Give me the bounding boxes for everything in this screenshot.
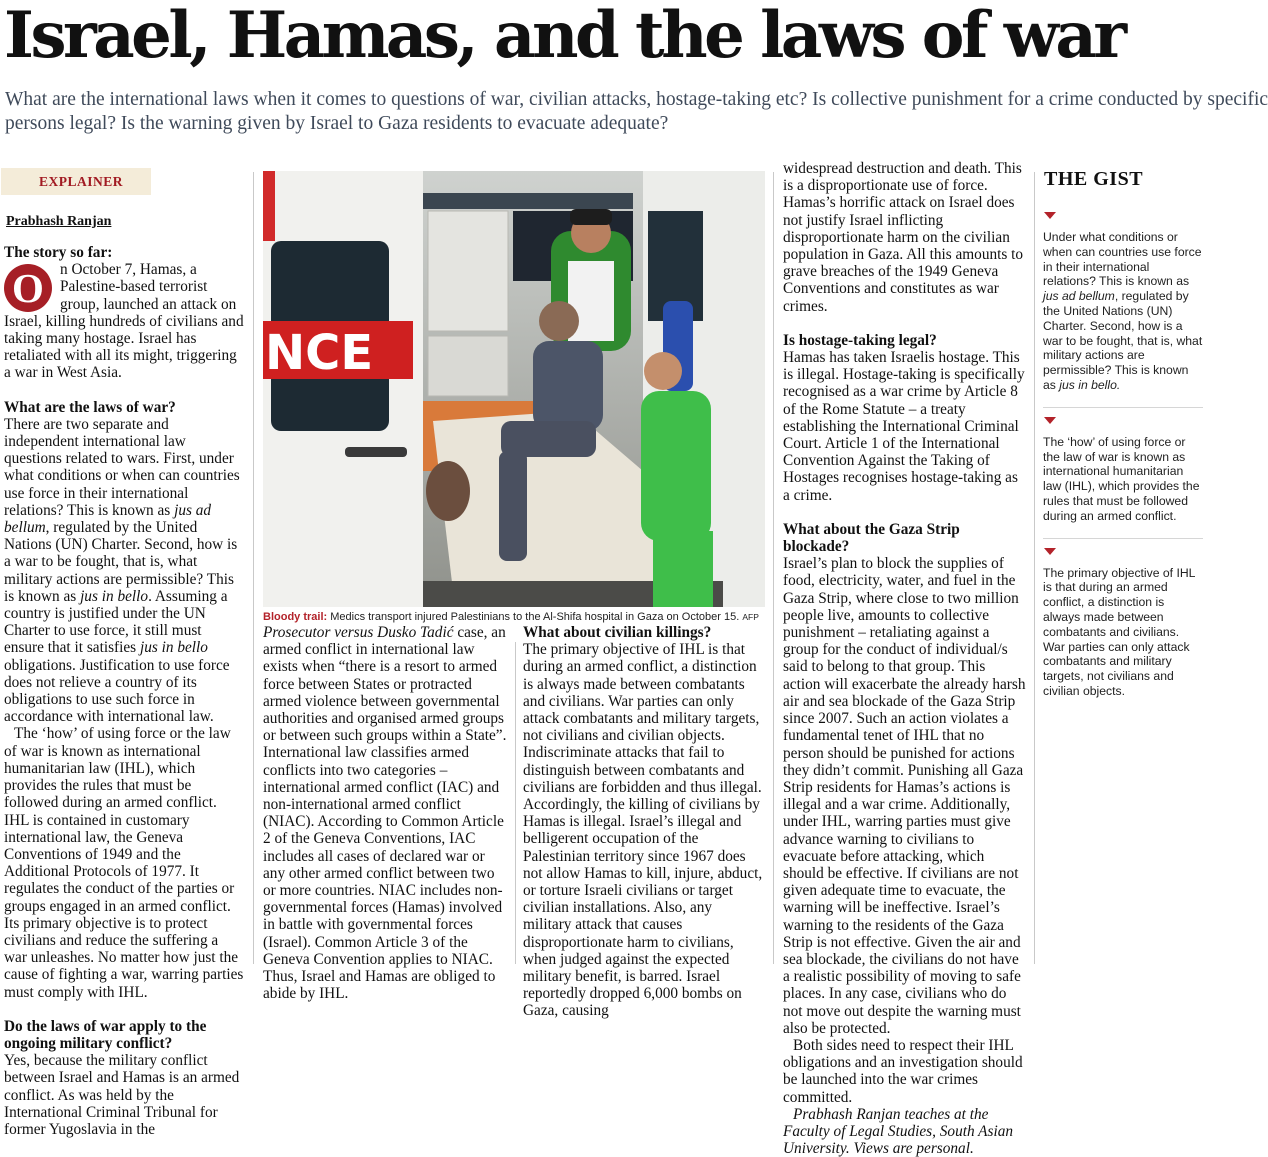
article-column-1 xyxy=(4,244,244,1138)
latin-term: jus ad bellum xyxy=(1043,289,1115,304)
triangle-bullet-icon xyxy=(1044,548,1056,555)
article-column-3 xyxy=(523,624,763,1020)
caption-lead: Bloody trail: xyxy=(263,611,328,623)
gist-title: THE GIST xyxy=(1044,168,1144,190)
caption-text: Medics transport injured Palestinians to the Al-Shifa hospital in Gaza on October 15. xyxy=(327,611,743,623)
question-hostage-taking: Is hostage-taking legal? xyxy=(783,331,937,349)
latin-term: jus in bello. xyxy=(1059,377,1121,392)
paragraph: The ‘how’ of using force or the law of war is known as international humanitarian law (IHL), which provides the rules that must be followed during an armed conflict. IHL is contained in customary international law, the Geneva Conventions of 1949 and the Additional Protocols of 1977. It regulates the conduct of the parties or groups engaged in an armed conflict. Its primary objective is to protect civilians and reduce the suffering a war unleashes. No matter how just the cause of fighting a war, warring parties must comply with IHL. xyxy=(4,725,244,1001)
gist-item: The primary objective of IHL is that during an armed conflict, a distinction is always made between combatants and civilians. War parties can only attack combatants and military targets, not civilians and civilian objects. xyxy=(1043,565,1195,698)
text-run: , regulated by the United Nations (UN) Charter. Second, how is a war to be fought, that is, what military actions are permissible? This is known as xyxy=(1043,289,1203,392)
dek-line-1: What are the international laws when it comes to questions of war, civilian attacks, hostage-taking etc? Is collective punishment for a crime conducted by specific xyxy=(5,89,1268,110)
paragraph: Both sides need to respect their IHL obligations and an investigation should be launched into the war crimes committed. xyxy=(783,1036,1023,1106)
question-gaza-blockade: What about the Gaza Strip blockade? xyxy=(783,520,960,556)
latin-term: jus in bello xyxy=(80,587,149,605)
intro-text: n October 7, Hamas, a Palestine-based terrorist group, launched an attack on Israel, killing hundreds of civilians and taking many hostage. Israel has retaliated with all its might, triggering a war in West Asia. xyxy=(4,261,244,382)
text-run: case, an armed conflict in international law exists when “there is a resort to armed force between States or protracted armed violence between governmental authorities and organised armed groups or between such groups within a State”. International law classifies armed conflicts into two categories – international armed conflict (IAC) and non-international armed conflict (NIAC). According to Common Article 2 of the Geneva Conventions, IAC includes all cases of declared war or any other armed conflict between two or more countries. NIAC includes non-governmental forces (Hamas) involved in battle with governmental forces (Israel). Common Article 3 of the Geneva Convention applies to NIAC. Thus, Israel and Hamas are obliged to abide by IHL. xyxy=(263,624,507,1003)
news-photo xyxy=(263,171,765,607)
question-laws-of-war: What are the laws of war? xyxy=(4,398,176,416)
headline: Israel, Hamas, and the laws of war xyxy=(4,0,1124,73)
latin-term: jus ad bellum xyxy=(4,501,212,537)
article-column-2 xyxy=(263,624,508,1003)
column-rule xyxy=(253,172,254,964)
author-note-text: Prabhash Ranjan teaches at the Faculty of Legal Studies, South Asian University. Views are personal. xyxy=(783,1105,1014,1157)
case-name: Prosecutor versus Dusko Tadić xyxy=(263,624,454,641)
gist-item xyxy=(1043,230,1203,393)
column-rule xyxy=(773,172,774,964)
latin-term: jus in bello xyxy=(139,639,208,657)
paragraph xyxy=(4,416,244,726)
question-civilian-killings: What about civilian killings? xyxy=(523,624,712,641)
section-label: EXPLAINER xyxy=(1,168,151,195)
gist-divider xyxy=(1043,407,1203,408)
paragraph: Israel’s plan to block the supplies of food, electricity, water, and fuel in the Gaza Strip, where close to two million people live, amounts to collective punishment – retaliating against a group for the conduct of individual/s said to belong to that group. This action will exacerbate the already harsh air and sea blockade of the Gaza Strip since 2007. Such an action violates a fundamental tenet of IHL that no person should be punished for actions they didn’t commit. Punishing all Gaza Strip residents for Hamas’s actions is illegal and a war crime. Additionally, under IHL, warring parties must give advance warning to civilians to evacuate before attacking, which should be effective. If civilians are not given adequate time to evacuate, the warning will be ineffective. Israel’s warning to the residents of the Gaza Strip is not effective. Given the air and sea blockade, the civilians do not have a realistic possibility of moving to safe places. In any case, civilians who do not move out despite the warning must also be protected. xyxy=(783,555,1026,1037)
paragraph: widespread destruction and death. This is a disproportionate use of force. Hamas’s horrific attack on Israel does not justify Israel inflicting disproportionate harm on the civilian population in Gaza. All this amounts to grave breaches of the 1949 Geneva Conventions and constitutes as war crimes. xyxy=(783,160,1024,315)
photo-caption xyxy=(263,611,768,623)
paragraph: The primary objective of IHL is that during an armed conflict, a distinction is always made between combatants and civilians. War parties can only attack combatants and military targets, not civilians and civilian objects. Indiscriminate attacks that fail to distinguish between combatants and civilians are forbidden and thus illegal. Accordingly, the killing of civilians by Hamas is illegal. Israel’s illegal and belligerent occupation of the Palestinian territory since 1967 does not allow Hamas to kill, injure, abduct, or torture Israeli civilians or target civilian installations. Also, any military attack that causes disproportionate harm to civilians, when judged against the expected military benefit, is barred. Israel reportedly dropped 6,000 bombs on Gaza, causing xyxy=(523,641,763,1020)
drop-cap: O xyxy=(4,264,52,312)
triangle-bullet-icon xyxy=(1044,212,1056,219)
author-note xyxy=(783,1106,1026,1157)
column-rule xyxy=(1034,172,1035,964)
photo-credit: AFP xyxy=(742,612,759,622)
gist-item: The ‘how’ of using force or the law of war is known as international humanitarian law (IHL), which provides the rules that must be followed during an armed conflict. xyxy=(1043,434,1200,523)
gist-panel xyxy=(1043,212,1203,713)
paragraph xyxy=(263,624,508,1002)
ambulance-photo-illustration xyxy=(263,171,765,607)
text-run: Under what conditions or when can countries use force in their international relations? This is known as xyxy=(1043,230,1202,289)
column-rule xyxy=(515,642,516,964)
question-laws-apply: Do the laws of war apply to the ongoing military conflict? xyxy=(4,1017,207,1052)
paragraph: Yes, because the military conflict between Israel and Hamas is an armed conflict. As was held by the International Criminal Tribunal for former Yugoslavia in the xyxy=(4,1052,240,1138)
dek xyxy=(5,88,1268,136)
article-column-4 xyxy=(783,160,1026,1157)
subhead-story-so-far: The story so far: xyxy=(4,244,113,261)
dek-line-2: persons legal? Is the warning given by Israel to Gaza residents to evacuate adequate? xyxy=(5,113,669,134)
text-run: , regulated by the United Nations (UN) Charter. Second, how is a war to be fought, that is, what military actions are permissible? This is known as xyxy=(4,519,238,605)
gist-divider xyxy=(1043,538,1203,539)
byline[interactable]: Prabhash Ranjan xyxy=(6,214,112,229)
paragraph: Hamas has taken Israelis hostage. This is illegal. Hostage-taking is specifically recognised as a war crime by Article 8 of the Rome Statute – a treaty establishing the International Criminal Court. Article 1 of the International Convention Against the Taking of Hostages recognises hostage-taking as a crime. xyxy=(783,349,1025,504)
text-run: There are two separate and independent international law questions related to wars. First, under what conditions or when can countries use force in their international relations? This is known as xyxy=(4,415,240,519)
ambulance-sign-text: NCE xyxy=(265,325,374,381)
text-run: . Assuming a country is justified under the UN Charter to use force, it still must ensure that it satisfies xyxy=(4,587,228,657)
triangle-bullet-icon xyxy=(1044,417,1056,424)
intro-paragraph xyxy=(4,261,244,381)
text-run: obligations. Justification to use force does not relieve a country of its obligations to use such force in accordance with international law. xyxy=(4,656,230,726)
